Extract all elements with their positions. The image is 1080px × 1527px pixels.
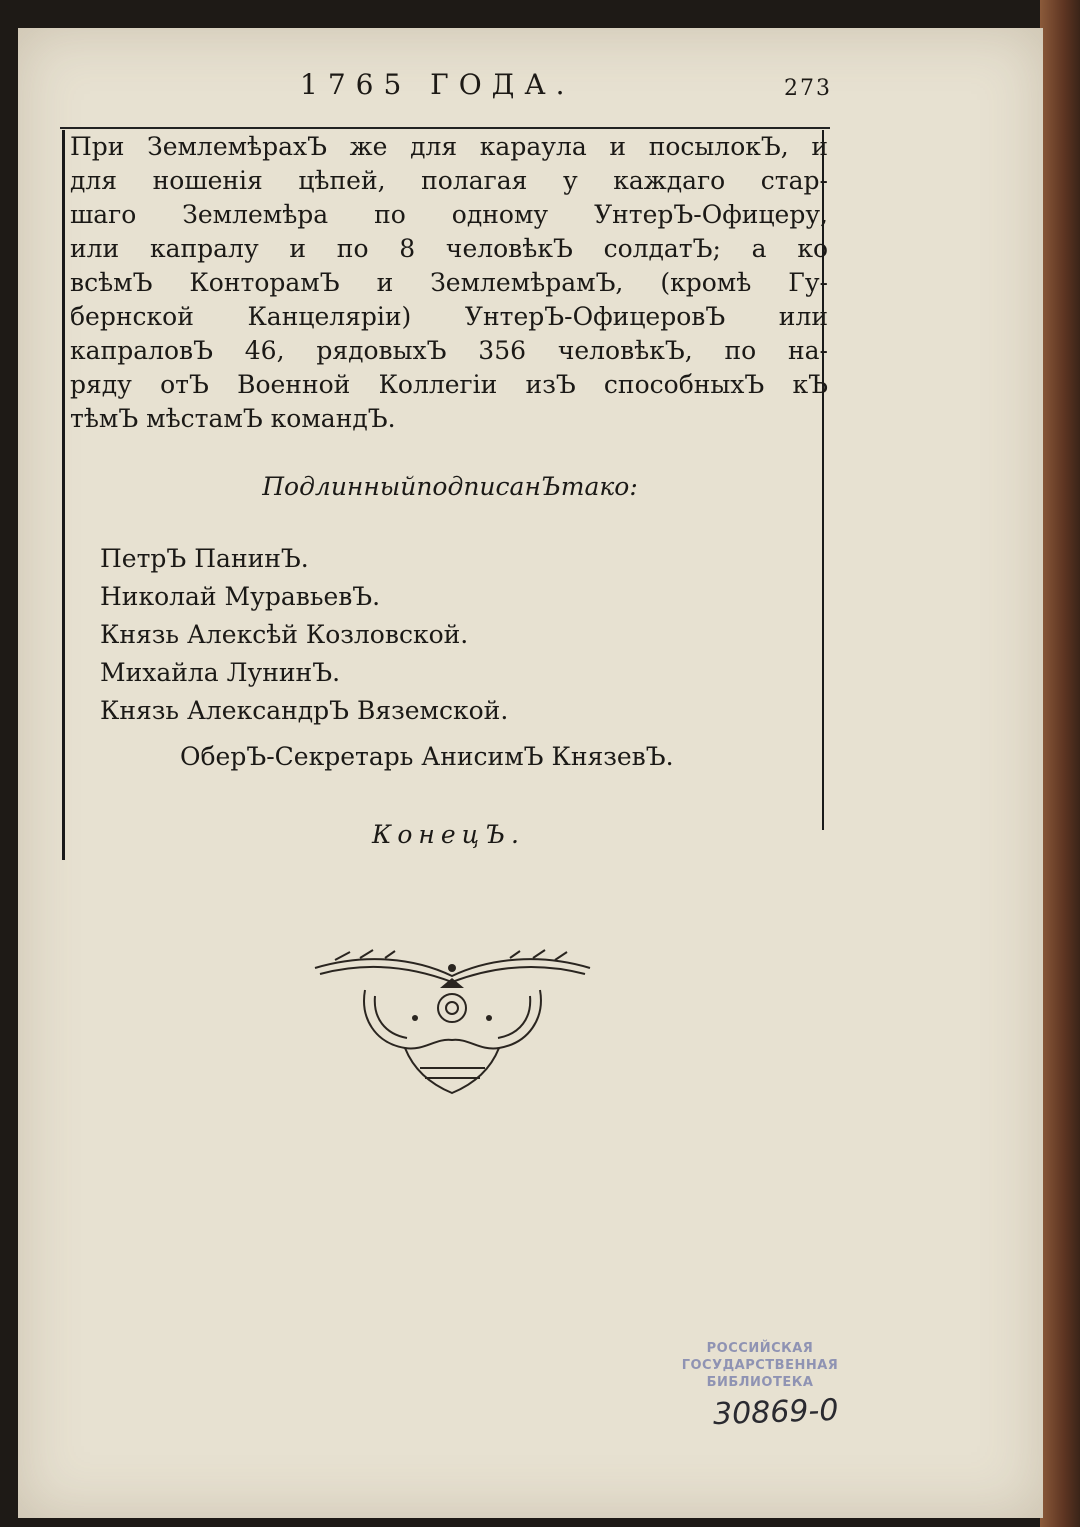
page-number: 273 bbox=[784, 76, 832, 101]
body-line: для ношенія цѣпей, полагая у каждаго стар- bbox=[70, 166, 828, 195]
book-spine-edge bbox=[1040, 0, 1080, 1527]
stamp-line: ГОСУДАРСТВЕННАЯ bbox=[681, 1358, 839, 1373]
finis-text: КонецЪ. bbox=[372, 820, 525, 849]
body-line: капраловЪ 46, рядовыхЪ 356 человѣкЪ, по на- bbox=[70, 336, 828, 365]
original-signed-note: ПодлинныйподписанЪтако: bbox=[262, 472, 638, 501]
body-line: При ЗемлемѣрахЪ же для караула и посылокЪ, и bbox=[70, 132, 828, 161]
shelfmark-handwritten: 30869-0 bbox=[712, 1392, 839, 1433]
running-title: 1765 ГОДА. bbox=[300, 68, 575, 101]
signatory: ПетрЪ ПанинЪ. bbox=[100, 544, 309, 573]
signatory: Князь АлександрЪ Вяземской. bbox=[100, 696, 509, 725]
signatories-list bbox=[100, 540, 700, 730]
body-line: или капралу и по 8 человѣкЪ солдатЪ; а ко bbox=[70, 234, 828, 263]
body-paragraph bbox=[70, 130, 828, 436]
running-header bbox=[0, 48, 1080, 108]
body-line: ряду отЪ Военной Коллегіи изЪ способныхЪ кЪ bbox=[70, 370, 828, 399]
body-line: всѣмЪ КонторамЪ и ЗемлемѣрамЪ, (кромѣ Гу- bbox=[70, 268, 828, 297]
stamp-line: БИБЛИОТЕКА bbox=[706, 1375, 814, 1390]
stamp-line: РОССИЙСКАЯ bbox=[706, 1341, 814, 1356]
top-rule bbox=[60, 127, 830, 129]
body-line: тѣмЪ мѣстамЪ командЪ. bbox=[70, 404, 396, 433]
body-line: бернской Канцеляріи) УнтерЪ-ОфицеровЪ или bbox=[70, 302, 828, 331]
signatory: Князь Алексѣй Козловской. bbox=[100, 620, 469, 649]
signatory: Михайла ЛунинЪ. bbox=[100, 658, 341, 687]
signatory: Николай МуравьевЪ. bbox=[100, 582, 381, 611]
body-line: шаго Землемѣра по одному УнтерЪ-Офицеру, bbox=[70, 200, 828, 229]
decorative-vignette-icon bbox=[305, 948, 600, 1098]
secretary-signature: ОберЪ-Секретарь АнисимЪ КнязевЪ. bbox=[180, 742, 674, 771]
library-stamp bbox=[680, 1340, 840, 1391]
